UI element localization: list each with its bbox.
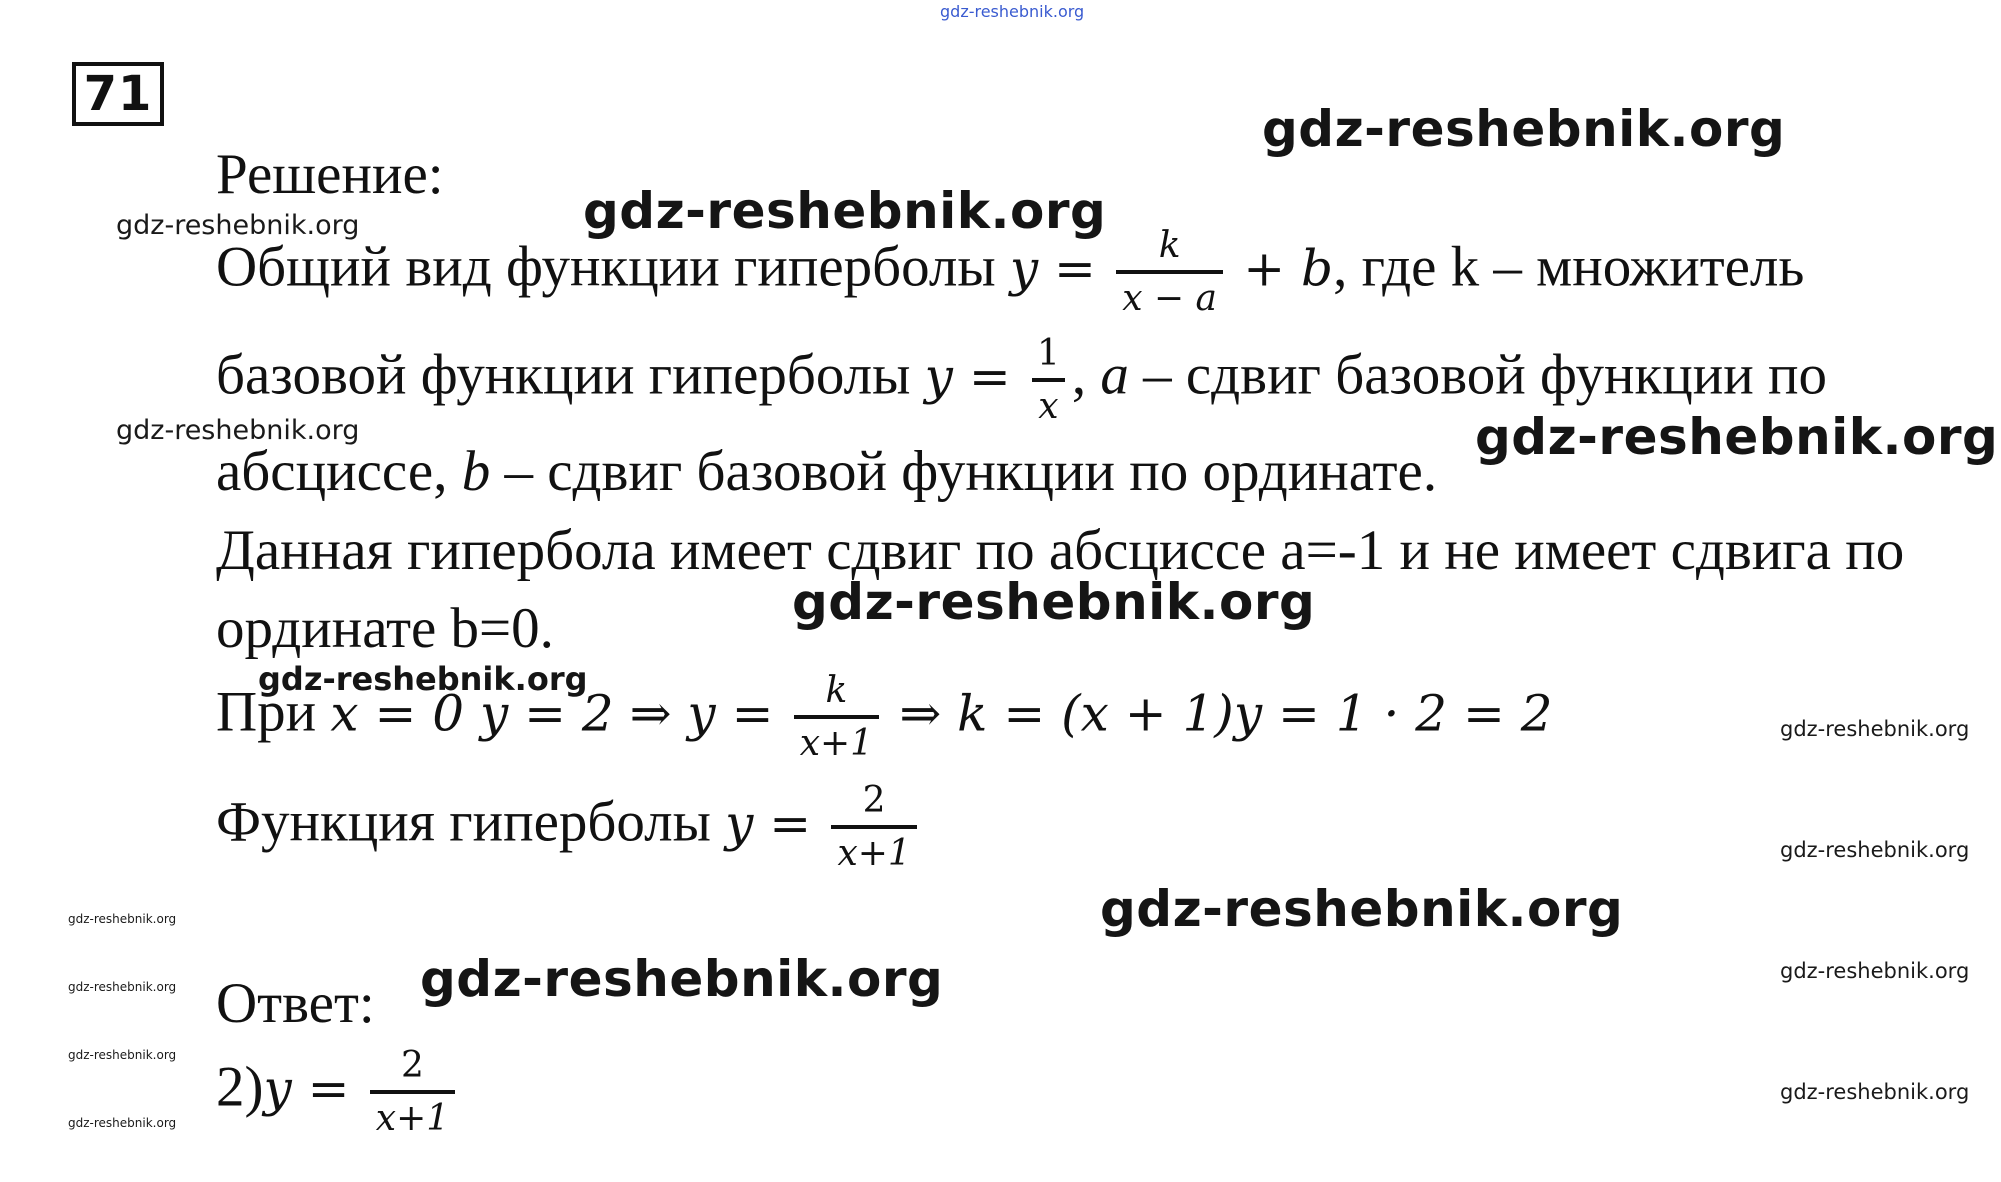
fraction-answer bbox=[370, 1045, 455, 1140]
line6-math-a: x = 0 y = 2 ⇒ y = bbox=[330, 684, 774, 743]
fraction-2-over-x-plus-1 bbox=[831, 780, 916, 875]
fraction-1-over-x bbox=[1031, 333, 1066, 428]
watermark-large-4: gdz-reshebnik.org bbox=[792, 573, 1316, 631]
line3-b: b bbox=[461, 440, 491, 503]
watermark-mid-3: gdz-reshebnik.org bbox=[258, 660, 588, 698]
line1-text-b: , где k – множитель bbox=[1333, 235, 1805, 299]
watermark-left-tiny-2: gdz-reshebnik.org bbox=[68, 980, 177, 994]
watermark-large-1: gdz-reshebnik.org bbox=[1262, 100, 1786, 158]
line2-y-eq: y = bbox=[924, 347, 1011, 406]
line1-y-eq: y = bbox=[1009, 239, 1096, 298]
watermark-left-tiny-1: gdz-reshebnik.org bbox=[68, 912, 177, 926]
answer-heading: Ответ: bbox=[216, 972, 375, 1035]
line2-text-a: базовой функции гиперболы bbox=[216, 343, 925, 407]
fraction-k-over-x-minus-a bbox=[1116, 225, 1223, 320]
fraction-numerator: 2 bbox=[862, 780, 886, 821]
watermark-left-tiny-4: gdz-reshebnik.org bbox=[68, 1116, 177, 1130]
watermark-large-5: gdz-reshebnik.org bbox=[1100, 880, 1624, 938]
fraction-denominator: x+1 bbox=[794, 715, 879, 764]
watermark-left-tiny-3: gdz-reshebnik.org bbox=[68, 1048, 177, 1062]
watermark-right-1: gdz-reshebnik.org bbox=[1780, 717, 1970, 741]
text-line-3 bbox=[216, 440, 1438, 503]
answer-prefix: 2) bbox=[216, 1055, 264, 1119]
answer-line bbox=[216, 1045, 461, 1140]
line6-text-a: При bbox=[216, 680, 331, 744]
fraction-numerator: 2 bbox=[401, 1045, 424, 1086]
fraction-k-over-x-plus-1 bbox=[794, 670, 879, 765]
text-line-5: ординате b=0. bbox=[216, 597, 554, 660]
fraction-denominator: x+1 bbox=[370, 1090, 455, 1139]
line3-text-b: – сдвиг базовой функции по ординате. bbox=[490, 440, 1438, 503]
watermark-large-6: gdz-reshebnik.org bbox=[420, 950, 944, 1008]
watermark-mid-1: gdz-reshebnik.org bbox=[116, 210, 360, 241]
line6-math-b: ⇒ k = (x + 1)y = 1 · 2 = 2 bbox=[899, 684, 1553, 743]
line2-text-b: – сдвиг базовой функции по bbox=[1128, 343, 1827, 407]
problem-number: 71 bbox=[72, 62, 164, 126]
fraction-denominator: x − a bbox=[1116, 270, 1223, 319]
watermark-large-3: gdz-reshebnik.org bbox=[1475, 408, 1999, 466]
watermark-right-4: gdz-reshebnik.org bbox=[1780, 1080, 1970, 1104]
fraction-numerator: 1 bbox=[1036, 333, 1060, 374]
fraction-denominator: x bbox=[1032, 378, 1064, 427]
watermark-right-3: gdz-reshebnik.org bbox=[1780, 959, 1970, 983]
fraction-numerator: k bbox=[1158, 225, 1181, 266]
text-line-4: Данная гипербола имеет сдвиг по абсциссе a=-1 и не имеет сдвига по bbox=[216, 519, 1905, 582]
text-line-7 bbox=[216, 780, 923, 875]
line1-text-a: Общий вид функции гиперболы bbox=[216, 235, 1010, 299]
fraction-numerator: k bbox=[825, 670, 848, 711]
watermark-right-2: gdz-reshebnik.org bbox=[1780, 838, 1970, 862]
fraction-denominator: x+1 bbox=[831, 825, 916, 874]
line1-plus-b: + b bbox=[1243, 239, 1334, 298]
watermark-top: gdz-reshebnik.org bbox=[940, 2, 1085, 21]
line7-text-a: Функция гиперболы bbox=[216, 790, 726, 854]
answer-y-eq: y = bbox=[263, 1059, 350, 1118]
line7-y-eq: y = bbox=[725, 794, 812, 853]
line2-comma: , bbox=[1071, 343, 1087, 407]
line3-text-a: абсциссе, bbox=[216, 440, 462, 503]
watermark-mid-2: gdz-reshebnik.org bbox=[116, 415, 360, 446]
line2-a: a bbox=[1100, 343, 1129, 407]
solution-heading: Решение: bbox=[216, 143, 444, 206]
watermark-large-2: gdz-reshebnik.org bbox=[583, 182, 1107, 240]
